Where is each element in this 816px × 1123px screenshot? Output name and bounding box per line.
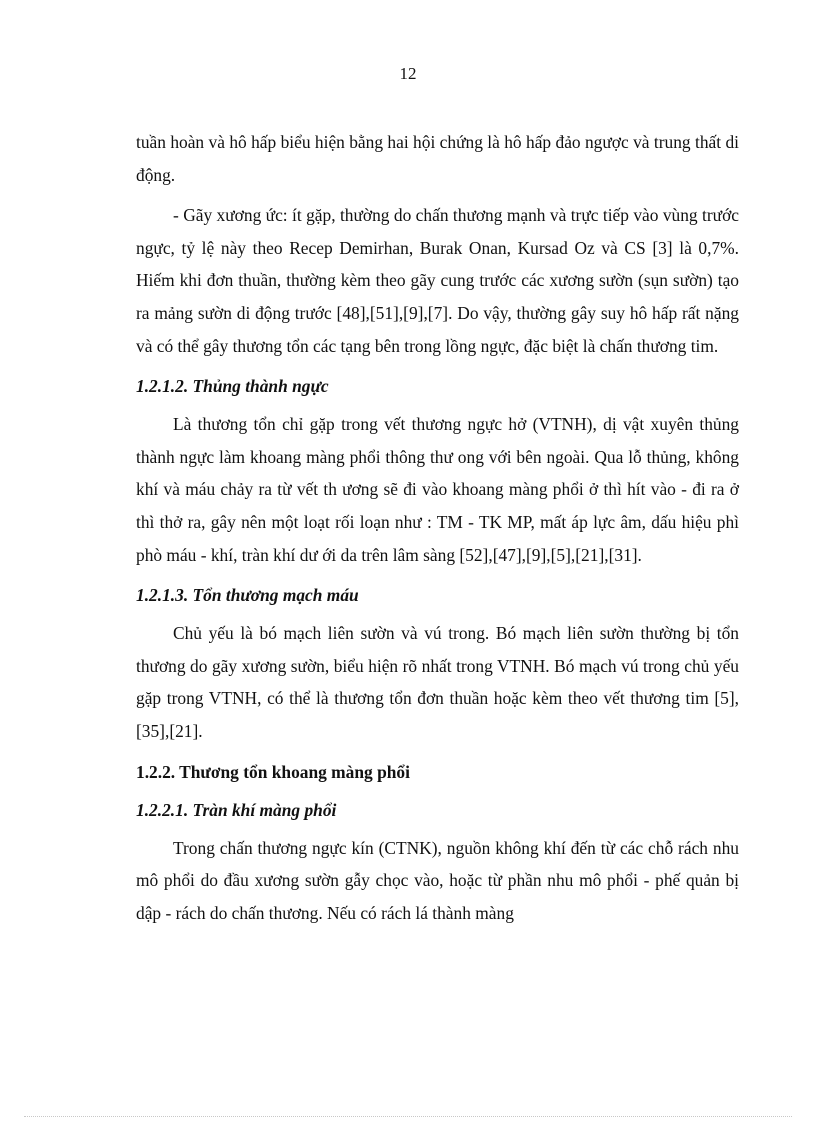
section-heading: 1.2.1.3. Tổn thương mạch máu	[136, 585, 359, 606]
page-number: 12	[399, 64, 417, 83]
section-heading: 1.2.2. Thương tổn khoang màng phổi	[136, 761, 410, 782]
paragraph: Trong chấn thương ngực kín (CTNK), nguồn không khí đến từ các chỗ rách nhu mô phổi do đầu xương sườn gẫy chọc vào, hoặc từ phần nhu mô phổi - phế quản bị dập - rách do chấn thương. Nếu có rách lá thành màng	[136, 837, 739, 923]
section-heading: 1.2.2.1. Tràn khí màng phổi	[136, 799, 337, 820]
footer-divider	[24, 1116, 792, 1117]
paragraph: tuần hoàn và hô hấp biểu hiện bằng hai hội chứng là hô hấp đảo ngược và trung thất di động.	[136, 132, 739, 185]
paragraph: Là thương tổn chỉ gặp trong vết thương ngực hở (VTNH), dị vật xuyên thủng thành ngực làm khoang màng phổi thông thư ong với bên ngoài. Qua lỗ thủng, không khí và máu chảy ra từ vết th ương sẽ đi vào khoang màng phổi ở thì hít vào - đi ra ở thì thở ra, gây nên một loạt rối loạn như : TM - TK MP, mất áp lực âm, dấu hiệu phì phò máu - khí, tràn khí dư ới da trên lâm sàng [52],[47],[9],[5],[21],[31].	[136, 414, 739, 565]
paragraph: Chủ yếu là bó mạch liên sườn và vú trong. Bó mạch liên sườn thường bị tổn thương do gãy xương sườn, biểu hiện rõ nhất trong VTNH. Bó mạch vú trong chủ yếu gặp trong VTNH, có thể là thương tổn đơn thuần hoặc kèm theo vết thương tim [5],[35],[21].	[136, 623, 739, 741]
document-body	[136, 126, 739, 937]
paragraph: - Gãy xương ức: ít gặp, thường do chấn thương mạnh và trực tiếp vào vùng trước ngực, tỷ lệ này theo Recep Demirhan, Burak Onan, Kursad Oz và CS [3] là 0,7%. Hiếm khi đơn thuần, thường kèm theo gãy cung trước các xương sườn (sụn sườn) tạo ra mảng sườn di động trước [48],[51],[9],[7]. Do vậy, thường gây suy hô hấp rất nặng và có thể gây thương tổn các tạng bên trong lồng ngực, đặc biệt là chấn thương tim.	[136, 205, 739, 356]
section-heading: 1.2.1.2. Thủng thành ngực	[136, 376, 329, 397]
